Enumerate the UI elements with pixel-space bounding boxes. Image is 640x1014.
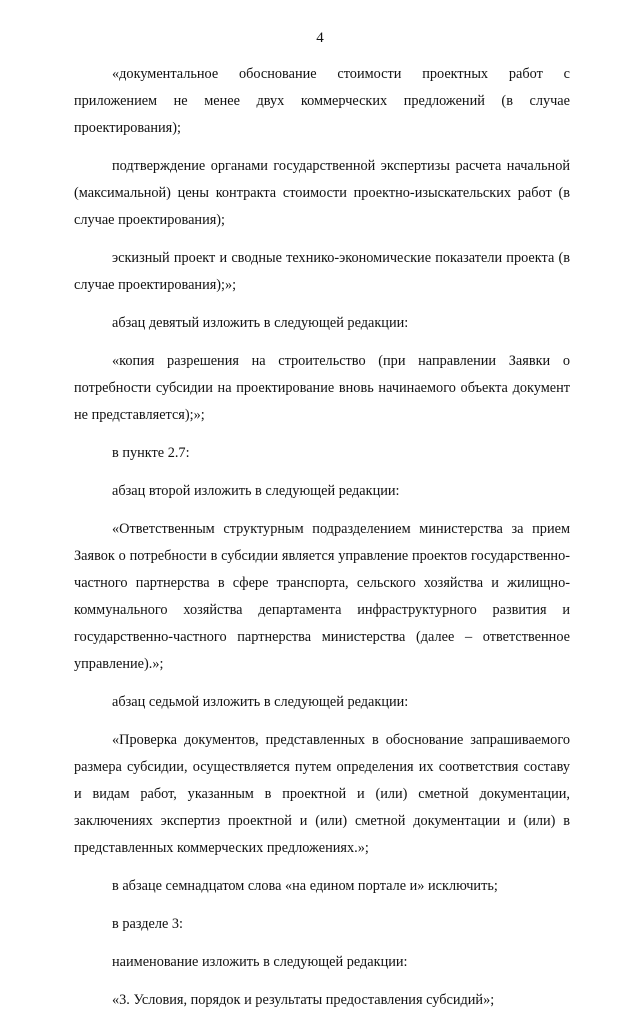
paragraph-3: эскизный проект и сводные технико-экономические показатели проекта (в случае проектирования);»; [74,250,570,293]
paragraph-4: абзац девятый изложить в следующей редакции: [112,315,409,331]
paragraph-9: абзац седьмой изложить в следующей редакции: [112,694,409,710]
paragraph-14: «3. Условия, порядок и результаты предоставления субсидий»; [112,992,495,1008]
page-number: 4 [316,30,324,46]
paragraph-5: «копия разрешения на строительство (при направлении Заявки о потребности субсидии на проектирование вновь начинаемого объекта документ не представляется);»; [74,353,570,423]
paragraph-13: наименование изложить в следующей редакции: [112,954,408,970]
document-body [74,61,570,1014]
paragraph-8: «Ответственным структурным подразделением министерства за прием Заявок о потребности в субсидии является управление проектов государственно-частного партнерства в сфере транспорта, сельского хозяйства и жилищно-коммунального хозяйства департамента инфраструктурного развития и государственно-частного партнерства министерства (далее – ответственное управление).»; [74,521,570,672]
paragraph-10: «Проверка документов, представленных в обоснование запрашиваемого размера субсидии, осуществляется путем определения их соответствия составу и видам работ, указанным в проектной и (или) сметной документации, заключениях экспертиз проектной и (или) сметной документации и (или) в представленных коммерческих предложениях.»; [74,732,570,856]
paragraph-2: подтверждение органами государственной экспертизы расчета начальной (максимальной) цены контракта стоимости проектно-изыскательских работ (в случае проектирования); [74,158,570,228]
paragraph-12: в разделе 3: [112,916,184,932]
paragraph-6: в пункте 2.7: [112,445,190,461]
paragraph-7: абзац второй изложить в следующей редакции: [112,483,400,499]
paragraph-1: «документальное обоснование стоимости проектных работ с приложением не менее двух коммерческих предложений (в случае проектирования); [74,66,570,136]
paragraph-11: в абзаце семнадцатом слова «на едином портале и» исключить; [112,878,498,894]
